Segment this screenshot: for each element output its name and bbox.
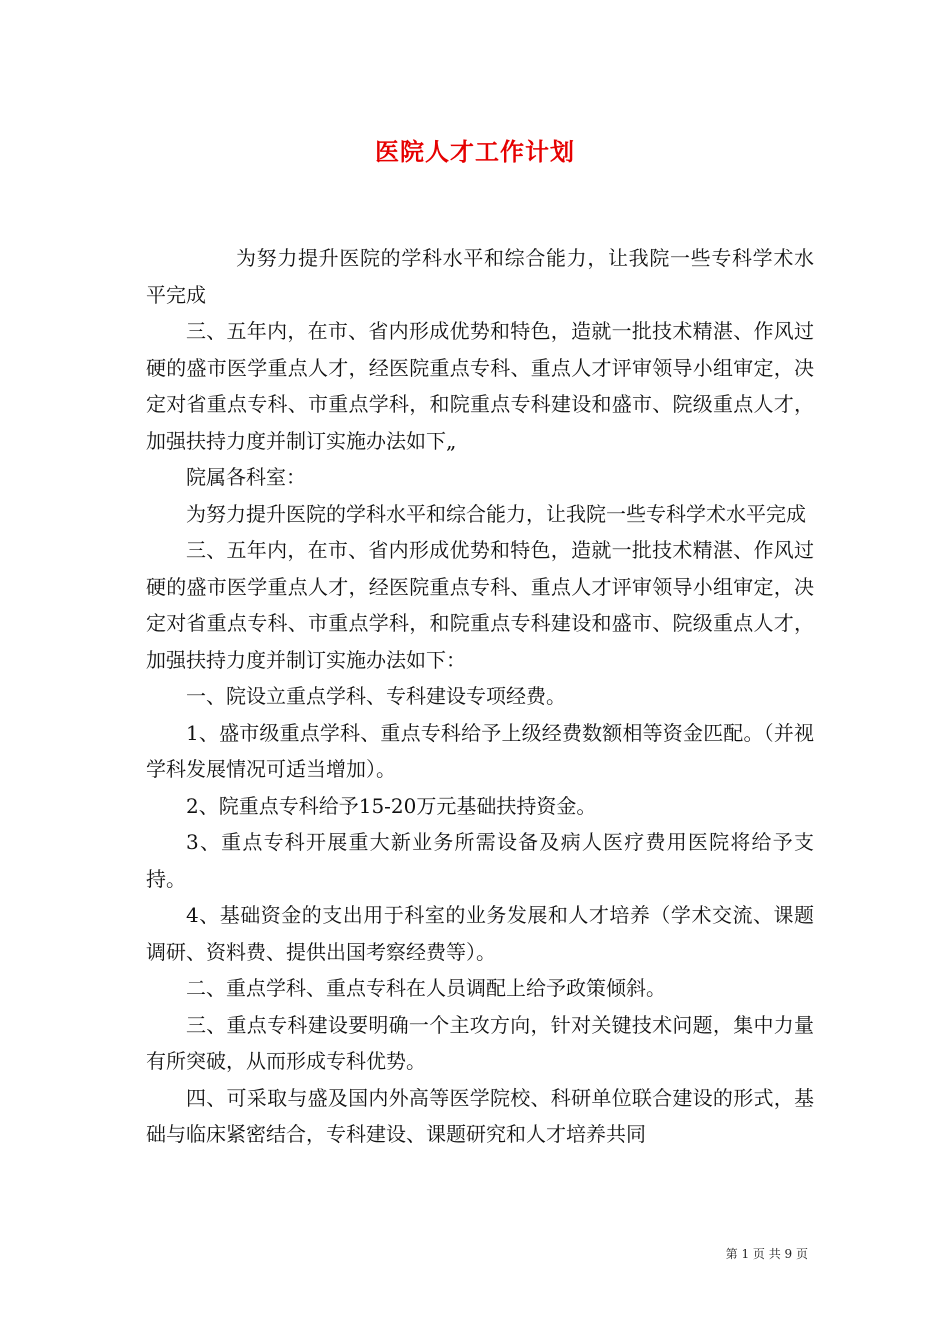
paragraph-section-2: 二、重点学科、重点专科在人员调配上给予政策倾斜。 <box>186 976 666 1000</box>
paragraph-intro-1: 为努力提升医院的学科水平和综合能力，让我院一些专科学术水平完成 <box>146 246 814 307</box>
page-footer <box>726 1245 808 1262</box>
paragraph-section-3: 三、重点专科建设要明确一个主攻方向，针对关键技术问题，集中力量有所突破，从而形成专科优势。 <box>146 1012 814 1073</box>
paragraph-goal: 三、五年内，在市、省内形成优势和特色，造就一批技术精湛、作风过硬的盛市医学重点人才，经医院重点专科、重点人才评审领导小组审定，决定对省重点专科、市重点学科，和院重点专科建设和盛市、院级重点人才，加强扶持力度并制订实施办法如下： <box>146 538 814 672</box>
document-title: 医院人才工作计划 <box>375 137 575 166</box>
paragraph-purpose: 为努力提升医院的学科水平和综合能力，让我院一些专科学术水平完成 <box>186 501 806 526</box>
document-body <box>146 240 814 1153</box>
paragraph-salutation: 院属各科室： <box>186 465 306 489</box>
paragraph-intro-2: 三、五年内，在市、省内形成优势和特色，造就一批技术精湛、作风过硬的盛市医学重点人才，经医院重点专科、重点人才评审领导小组审定，决定对省重点专科、市重点学科，和院重点专科建设和盛市、院级重点人才，加强扶持力度并制订实施办法如下„ <box>146 319 814 453</box>
paragraph-item-2: 2、院重点专科给予15-20万元基础扶持资金。 <box>186 793 597 818</box>
paragraph-item-4: 4、基础资金的支出用于科室的业务发展和人才培养（学术交流、课题调研、资料费、提供出国考察经费等）。 <box>146 903 814 964</box>
paragraph-item-3: 3、重点专科开展重大新业务所需设备及病人医疗费用医院将给予支持。 <box>146 830 814 891</box>
paragraph-item-1: 1、盛市级重点学科、重点专科给予上级经费数额相等资金匹配。（并视学科发展情况可适当增加）。 <box>146 720 814 781</box>
paragraph-section-1: 一、院设立重点学科、专科建设专项经费。 <box>186 684 566 708</box>
paragraph-section-4: 四、可采取与盛及国内外高等医学院校、科研单位联合建设的形式，基础与临床紧密结合，专科建设、课题研究和人才培养共同 <box>146 1085 814 1146</box>
page-number: 第 1 页 共 9 页 <box>725 1247 808 1261</box>
